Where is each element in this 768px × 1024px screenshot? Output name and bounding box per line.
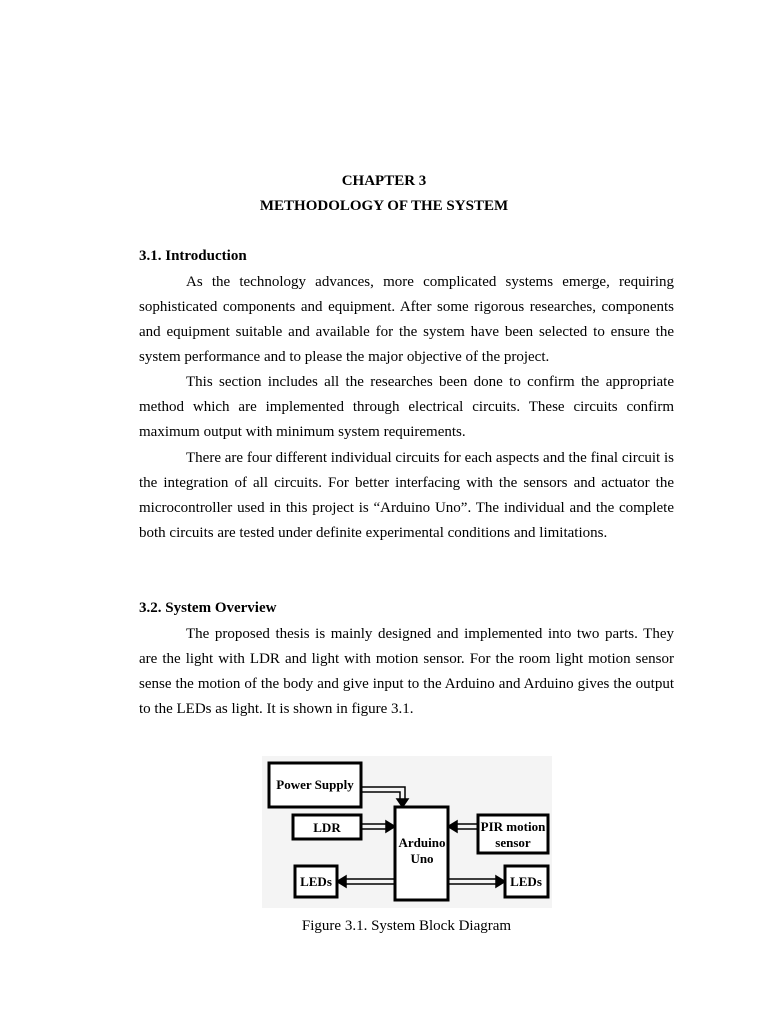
section-title-system-overview: 3.2. System Overview [139, 600, 277, 616]
chapter-number: CHAPTER 3 [341, 173, 427, 189]
intro-paragraph-3: There are four different individual circuits for each aspects and the final circuit is the integration of all circuits. For better interfacing with the sensors and actuator the microcontroller used in this project is “Arduino Uno”. The individual and the complete both circuits are tested under definite experimental conditions and limitations. [139, 450, 674, 542]
chapter-title: METHODOLOGY OF THE SYSTEM [259, 198, 509, 214]
leds-left-label: LEDs [300, 874, 332, 889]
arduino-label-line1: Arduino [398, 835, 446, 850]
arduino-label-line2: Uno [410, 851, 434, 866]
pir-label-line1: PIR motion [480, 819, 546, 834]
power-supply-label: Power Supply [276, 777, 354, 792]
pir-label-line2: sensor [495, 835, 531, 850]
figure-caption: Figure 3.1. System Block Diagram [301, 918, 512, 934]
leds-right-label: LEDs [510, 874, 542, 889]
ldr-label: LDR [313, 820, 341, 835]
section-title-introduction: 3.1. Introduction [139, 248, 247, 264]
intro-paragraph-2: This section includes all the researches been done to confirm the appropriate method which are implemented through electrical circuits. These circuits confirm maximum output with minimum system requirements. [139, 374, 674, 441]
overview-paragraph-1: The proposed thesis is mainly designed and implemented into two parts. They are the light with LDR and light with motion sensor. For the room light motion sensor sense the motion of the body and give input to the Arduino and Arduino gives the output to the LEDs as light. It is shown in figure 3.1. [139, 626, 674, 718]
intro-paragraph-1: As the technology advances, more complicated systems emerge, requiring sophisticated components and equipment. After some rigorous researches, components and equipment suitable and available for the system have been selected to ensure the system performance and to please the major objective of the project. [139, 274, 674, 366]
system-block-diagram [262, 756, 552, 908]
